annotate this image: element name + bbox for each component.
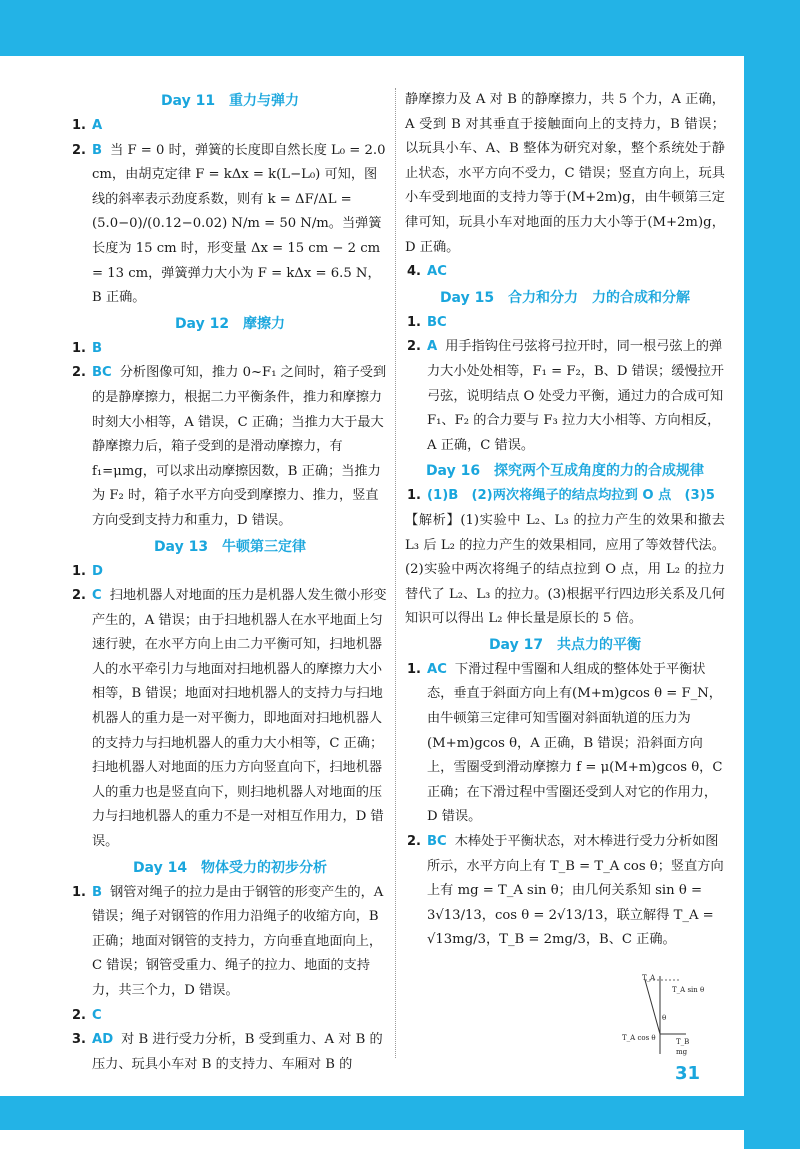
- right-frame-band: [744, 0, 800, 1149]
- item-number: 1.: [72, 563, 86, 579]
- answer-item: [405, 658, 725, 830]
- page-number: 31: [675, 1063, 701, 1084]
- paragraph: 静摩擦力及 A 对 B 的静摩擦力，共 5 个力，A 正确，A 受到 B 对其垂直于接触面向上的支持力，B 错误；以玩具小车、A、B 整体为研究对象，整个系统处于静止状态，水平方向不受力，C 错误；竖直方向上，玩具小车受到地面的支持力等于(M+2m)g，由牛顿第三定律可知，玩具小车对地面的压力大小等于(M+2m)g，D 正确。: [405, 92, 725, 255]
- bottom-frame-band: [0, 1096, 800, 1130]
- explanation-text: 分析图像可知，推力 0~F₁ 之间时，箱子受到的是静摩擦力，根据二力平衡条件，推力和摩擦力时刻大小相等，A 错误，C 正确；当推力大于最大静摩擦力后，箱子受到的是滑动摩擦力，有 f₁=μmg，可以求出动摩擦因数，B 正确；当推力为 F₂ 时，箱子水平方向受到摩擦力、推力，竖直方向受到支持力和重力，D 错误。: [92, 365, 387, 528]
- explanation-text: 木棒处于平衡状态，对木棒进行受力分析如图所示，水平方向上有 T_B = T_A cos θ；竖直方向上有 mg = T_A sin θ；由几何关系知 sin θ = 3√13/13，cos θ = 2√13/13，联立解得 T_A = √13mg/3，T_B = 2mg/3，B、C 正确。: [427, 834, 724, 948]
- answer-key: AC: [427, 264, 447, 280]
- section-heading: Day 15 合力和分力 力的合成和分解: [439, 289, 691, 306]
- item-number: 2.: [72, 1007, 86, 1023]
- item-number: 1.: [72, 118, 86, 133]
- answer-item: [70, 584, 390, 855]
- explanation-text: 下滑过程中雪圈和人组成的整体处于平衡状态，垂直于斜面方向上有(M+m)gcos θ = F_N，由牛顿第三定律可知雪圈对斜面轨道的压力为(M+m)gcos θ，A 正确，B 错误；沿斜面方向上，雪圈受到滑动摩擦力 f = μ(M+m)gcos θ，C 正确；在下滑过程中雪圈还受到人对它的作用力，D 错误。: [427, 661, 723, 825]
- label-tb: T_B: [676, 1038, 690, 1046]
- item-number: 2.: [407, 339, 421, 355]
- explanation-text: 对 B 进行受力分析，B 受到重力、A 对 B 的压力、玩具小车对 B 的支持力、车厢对 B 的: [92, 1032, 383, 1072]
- answer-key: B: [92, 340, 103, 356]
- answer-key: BC: [427, 314, 447, 330]
- paragraph: 【解析】(1)实验中 L₂、L₃ 的拉力产生的效果和撤去 L₃ 后 L₂ 的拉力产生的效果相同，应用了等效替代法。(2)实验中两次将绳子的结点拉到 O 点，用 L₂ 的拉力替代了 L₂、L₃ 的拉力。(3)根据平行四边形关系及几何知识可以得出 L₂ 伸长量是原长的 5 倍。: [405, 512, 725, 627]
- answer-key: A: [92, 118, 103, 133]
- item-number: 2.: [72, 588, 86, 604]
- answer-key: D: [92, 563, 103, 579]
- answer-key: C: [92, 1007, 102, 1023]
- answer-key: B: [92, 884, 103, 900]
- answer-key: BC: [427, 834, 447, 850]
- section-heading: Day 16 探究两个互成角度的力的合成规律: [425, 463, 705, 480]
- section-heading: Day 14 物体受力的初步分析: [132, 859, 328, 876]
- section-heading: Day 17 共点力的平衡: [488, 636, 642, 653]
- item-number: 1.: [72, 884, 86, 900]
- label-mg: mg: [676, 1048, 688, 1056]
- section-heading: Day 12 摩擦力: [174, 315, 286, 332]
- answer-item: [70, 881, 390, 1004]
- answer-item: [70, 1028, 390, 1077]
- answer-key: C: [92, 588, 102, 604]
- answer-item: [70, 361, 390, 533]
- answer-item: [405, 484, 725, 509]
- answer-item: [70, 139, 390, 311]
- column-divider: [395, 88, 396, 1058]
- item-number: 1.: [407, 661, 421, 677]
- explanation-text: 当 F = 0 时，弹簧的长度即自然长度 L₀ = 2.0 cm，由胡克定律 F = kΔx = k(L−L₀) 可知，图线的斜率表示劲度系数，则有 k = ΔF/ΔL = (5.0−0)/(0.12−0.02) N/m = 50 N/m。当弹簧长度为 15 cm 时，形变量 Δx = 15 cm − 2 cm = 13 cm，弹簧弹力大小为 F = kΔx = 6.5 N，B 正确。: [92, 142, 386, 306]
- answer-item: [405, 335, 725, 458]
- item-number: 2.: [407, 834, 421, 850]
- answer-item: [405, 830, 725, 953]
- answer-item: [405, 311, 725, 336]
- answer-item: [70, 1004, 390, 1029]
- item-number: 1.: [407, 488, 421, 504]
- item-number: 3.: [72, 1032, 86, 1048]
- answer-item: [405, 260, 725, 285]
- answer-item: [70, 114, 390, 139]
- answer-key: A: [427, 339, 438, 355]
- item-number: 1.: [72, 340, 86, 356]
- answer-key: B: [92, 142, 103, 158]
- item-number: 2.: [72, 365, 86, 381]
- label-ta-cos: T_A cos θ: [622, 1034, 656, 1042]
- item-number: 1.: [407, 314, 421, 330]
- answer-item: [70, 560, 390, 585]
- top-frame-band: [0, 0, 800, 56]
- label-theta: θ: [662, 1014, 667, 1022]
- section-heading: Day 13 牛顿第三定律: [153, 538, 307, 555]
- answer-key: BC: [92, 365, 112, 381]
- force-diagram: [620, 974, 716, 1056]
- answer-item: [70, 337, 390, 362]
- explanation-text: 钢管对绳子的拉力是由于钢管的形变产生的，A 错误；绳子对钢管的作用力沿绳子的收缩方向，B 正确；地面对钢管的支持力，方向垂直地面向上，C 错误；钢管受重力、绳子的拉力、地面的支持力，共三个力，D 错误。: [92, 884, 384, 998]
- answer-key: AD: [92, 1032, 114, 1048]
- rope-ta: [645, 980, 660, 1034]
- item-number: 4.: [407, 264, 421, 280]
- answer-key: AC: [427, 661, 447, 677]
- explanation-text: 扫地机器人对地面的压力是机器人发生微小形变产生的，A 错误；由于扫地机器人在水平地面上匀速行驶，在水平方向上由二力平衡可知，扫地机器人的水平牵引力与地面对扫地机器人的摩擦力大小相等，B 错误；地面对扫地机器人的支持力与扫地机器人的重力是一对平衡力，即地面对扫地机器人的支持力与扫地机器人的重力大小相等，C 正确；扫地机器人对地面的压力方向竖直向下，扫地机器人的重力也是竖直向下，则扫地机器人对地面的压力与扫地机器人的重力不是一对相互作用力，D 错误。: [92, 588, 387, 850]
- left-column: [70, 88, 390, 1077]
- explanation-text: 用手指钩住弓弦将弓拉开时，同一根弓弦上的弹力大小处处相等，F₁ = F₂，B、D 错误；缓慢拉开弓弦，说明结点 O 处受力平衡，通过力的合成可知 F₁、F₂ 的合力要与 F₃ 拉力大小相等、方向相反，A 正确，C 错误。: [427, 339, 724, 453]
- label-ta: T_A: [642, 974, 656, 982]
- section-heading: Day 11 重力与弹力: [160, 93, 300, 109]
- label-ta-sin: T_A sin θ: [672, 986, 705, 994]
- right-column: [405, 88, 725, 953]
- answer-key: (1)B (2)两次将绳子的结点均拉到 O 点 (3)5: [427, 488, 715, 504]
- item-number: 2.: [72, 142, 86, 158]
